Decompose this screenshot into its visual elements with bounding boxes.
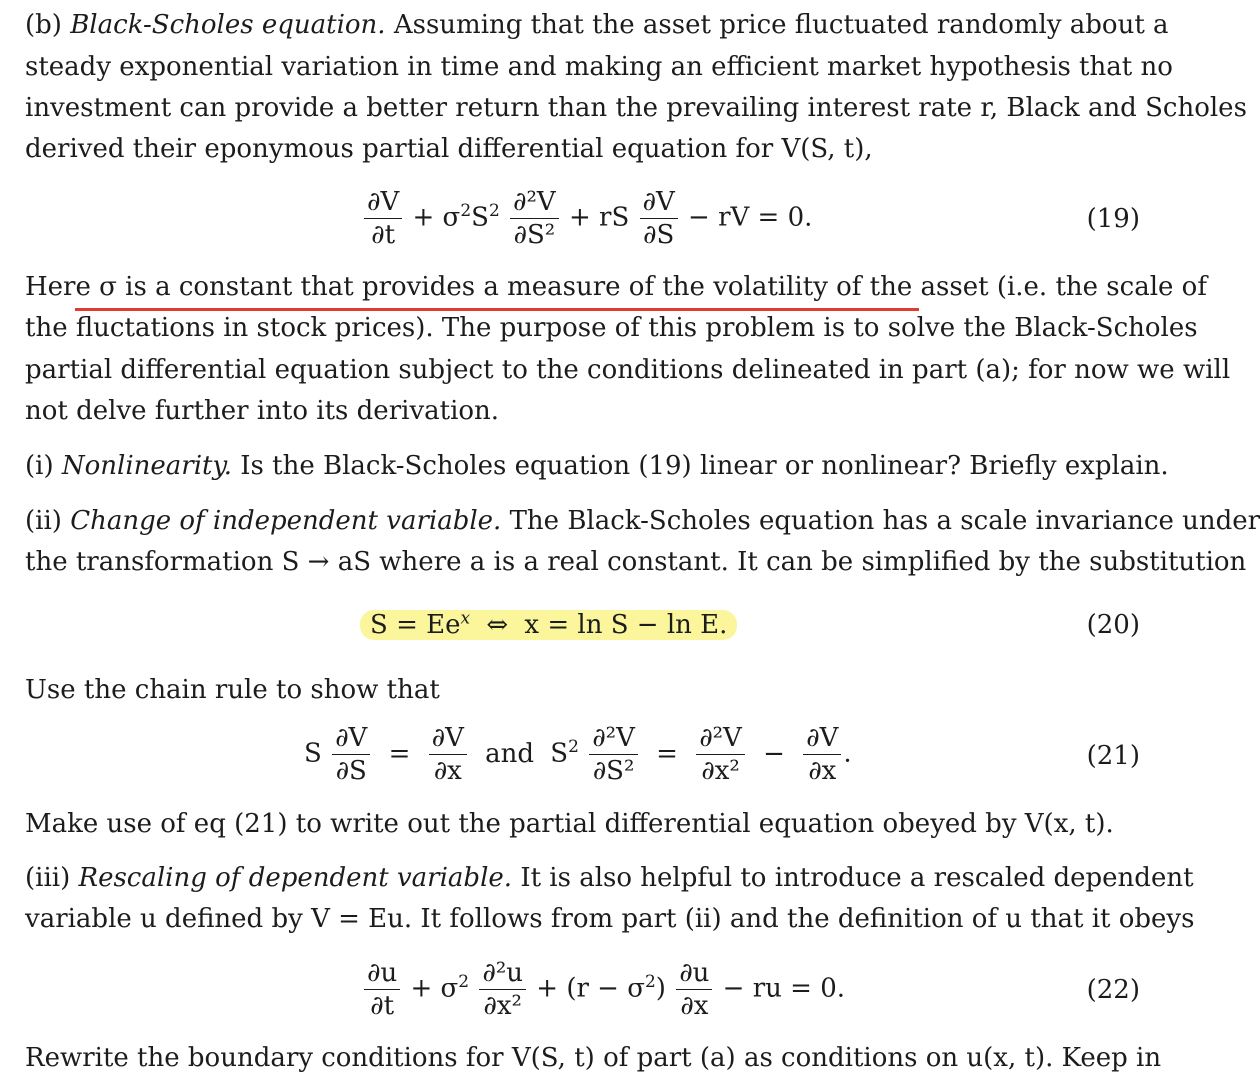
numerator: ∂V	[364, 186, 402, 219]
equation-19: $\frac{\partial V}{\partial t}$ + $\sigma^2S^2$ $\frac{\text{∂²V}}{\text{∂S²}}$ + rS $\frac{\partial V}{\partial S}$ − rV = 0.	[362, 186, 812, 251]
numerator: ∂²V	[696, 722, 745, 755]
paragraph-line: the fluctations in stock prices). The purpose of this problem is to solve the Black-Scholes	[25, 313, 1198, 343]
numerator: ∂²V	[589, 722, 638, 755]
denominator: ∂S	[335, 756, 367, 786]
denominator: ∂t	[371, 220, 396, 250]
equation-lhs: S = Ee	[370, 610, 461, 640]
equation-21: S $\frac{\partial V}{\partial S}$ = $\frac{\partial V}{\partial x}$ and $S^2$ $\frac{\text{∂²V}}{\text{∂S²}}$ = $\frac{\text{∂²V}}{\text{∂x²}}$ − $\frac{\partial V}{\partial x}$ .	[304, 723, 852, 786]
numerator: ∂V	[803, 722, 841, 755]
fraction	[479, 957, 526, 1022]
operator: + (r − σ	[536, 973, 645, 1004]
part-b-line-1	[25, 8, 1169, 42]
part-title: Rescaling of dependent variable.	[78, 863, 513, 893]
operator: =	[388, 738, 411, 769]
fraction	[696, 722, 745, 787]
part-label: (ii)	[25, 506, 62, 536]
numerator: ∂u	[364, 957, 400, 990]
paragraph-line: partial differential equation subject to the conditions delineated in part (a); for now we will	[25, 355, 1231, 385]
denominator: ∂S²	[513, 220, 556, 250]
paragraph-line: Here σ is a constant that provides a measure of the volatility of the asset (i.e. the scale of	[25, 272, 1207, 302]
paragraph-line: the transformation S → aS where a is a real constant. It can be simplified by the substitution	[25, 547, 1247, 577]
paragraph-line: Rewrite the boundary conditions for V(S, t) of part (a) as conditions on u(x, t). Keep in	[25, 1043, 1162, 1073]
denominator: ∂x²	[483, 991, 522, 1021]
numerator: ∂V	[429, 722, 467, 755]
denominator: ∂x²	[701, 756, 740, 786]
numerator: ∂²V	[510, 186, 559, 219]
paragraph-line: Make use of eq (21) to write out the partial differential equation obeyed by V(x, t).	[25, 809, 1114, 839]
part-ii-line-1	[25, 504, 1260, 538]
fraction	[640, 186, 678, 251]
equation-rhs: x = ln S − ln E.	[524, 610, 728, 640]
paragraph-line: variable u defined by V = Eu. It follows from part (ii) and the definition of u that it obeys	[25, 904, 1195, 934]
fraction	[803, 722, 841, 787]
operator: −	[763, 738, 785, 769]
operator: − ru = 0.	[722, 973, 846, 1004]
conjunction: and	[485, 738, 535, 769]
period: .	[843, 738, 852, 769]
part-i	[25, 449, 1169, 483]
denominator: ∂S	[643, 220, 675, 250]
operator: )	[655, 973, 666, 1004]
operator: + rS	[568, 202, 630, 233]
numerator: ∂V	[332, 722, 370, 755]
equation-20	[360, 610, 737, 640]
part-title: Change of independent variable.	[70, 506, 502, 536]
fraction	[676, 957, 712, 1022]
part-iii-line-1	[25, 861, 1194, 895]
part-label: (b)	[25, 10, 62, 40]
text: Assuming that the asset price fluctuated randomly about a	[393, 10, 1169, 40]
equation-number: (21)	[1086, 741, 1140, 771]
equation-number: (19)	[1086, 204, 1140, 234]
paragraph-line: investment can provide a better return than the prevailing interest rate r, Black and Scholes	[25, 93, 1247, 123]
part-label: (iii)	[25, 863, 71, 893]
text: The Black-Scholes equation has a scale invariance under	[509, 506, 1260, 536]
equation-22: $\frac{\partial u}{\partial t}$ + $\sigma^2$ $\frac{\text{∂²u}}{\text{∂x²}}$ + $(r - \sigma^2)$ $\frac{\partial u}{\partial x}$ − ru = 0.	[362, 957, 845, 1022]
operator: + σ	[410, 973, 459, 1004]
paragraph-line: not delve further into its derivation.	[25, 396, 500, 426]
denominator: ∂S²	[592, 756, 635, 786]
fraction	[589, 722, 638, 787]
symbol: S	[471, 202, 489, 233]
fraction	[510, 186, 559, 251]
symbol: S	[304, 738, 322, 769]
paragraph-line: derived their eponymous partial differential equation for V(S, t),	[25, 134, 873, 164]
symbol: S	[550, 738, 569, 769]
part-title: Nonlinearity.	[61, 451, 232, 481]
fraction	[429, 722, 467, 787]
denominator: ∂x	[433, 756, 462, 786]
text: It is also helpful to introduce a rescaled dependent	[520, 863, 1194, 893]
exponent: x	[460, 608, 471, 629]
paragraph-line: Use the chain rule to show that	[25, 675, 440, 705]
part-label: (i)	[25, 451, 54, 481]
fraction	[332, 722, 370, 787]
denominator: ∂t	[370, 991, 395, 1021]
operator: =	[656, 738, 678, 769]
part-title: Black-Scholes equation.	[70, 10, 386, 40]
fraction	[364, 957, 400, 1022]
numerator: ∂u	[676, 957, 712, 990]
operator: − rV = 0.	[688, 202, 813, 233]
iff-symbol: ⇔	[486, 610, 509, 640]
equation-number: (20)	[1086, 610, 1140, 640]
operator: + σ	[412, 202, 461, 233]
numerator: ∂V	[640, 186, 678, 219]
denominator: ∂x	[680, 991, 709, 1021]
numerator: ∂²u	[479, 957, 526, 990]
highlight-annotation	[360, 610, 737, 640]
denominator: ∂x	[808, 756, 837, 786]
text: Is the Black-Scholes equation (19) linear or nonlinear? Briefly explain.	[240, 451, 1169, 481]
equation-number: (22)	[1086, 975, 1140, 1005]
paragraph-line: steady exponential variation in time and making an efficient market hypothesis that no	[25, 52, 1173, 82]
fraction	[364, 186, 402, 251]
